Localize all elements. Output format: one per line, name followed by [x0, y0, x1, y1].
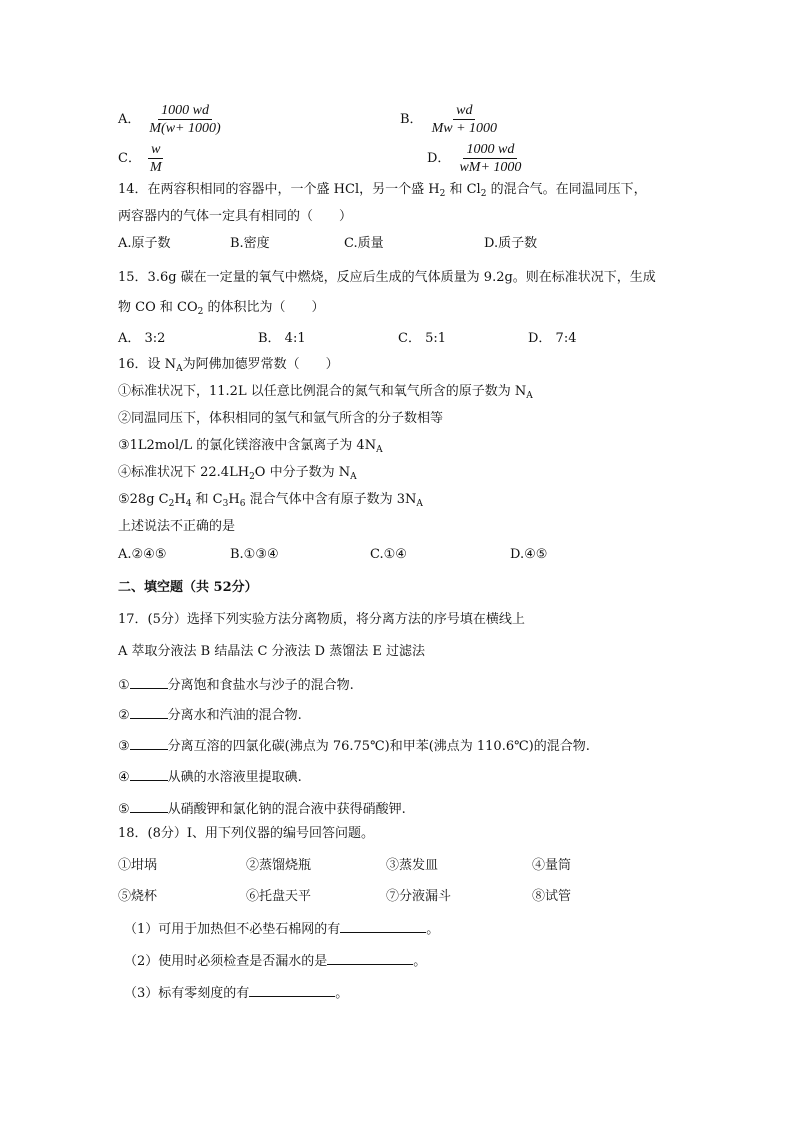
q15-option-d: D． 7:4: [528, 331, 577, 346]
q13-option-d-denominator: wM+ 1000: [459, 160, 522, 175]
q17-item-4-blank[interactable]: [130, 768, 168, 781]
q18-instrument-4: ④量筒: [532, 858, 572, 873]
q15-option-b: B． 4:1: [258, 331, 306, 346]
q18-sq3-end: 。: [335, 986, 349, 1001]
q13-option-d-label: D．: [427, 151, 451, 166]
q18-sq2-end: 。: [413, 954, 427, 969]
q18-instrument-6: ⑥托盘天平: [246, 889, 312, 904]
q16-s1-text: ①标准状况下，11.2L 以任意比例混合的氮气和氧气所含的原子数为 N: [118, 384, 527, 399]
q16-s5-text-3: 和 C: [191, 492, 223, 507]
q16-statement-3: [118, 438, 383, 454]
q17-item-4: [118, 768, 302, 786]
q16-s5-text-1: ⑤28g C: [118, 492, 169, 507]
q16-s4-sub-1: 2: [249, 472, 255, 482]
q16-statement-4: [118, 465, 357, 481]
q18-instrument-7: ⑦分液漏斗: [386, 889, 452, 904]
q15-stem-line2: [118, 300, 324, 316]
q13-option-d-numerator: 1000 wd: [463, 141, 517, 159]
q13-option-c-label: C．: [118, 151, 141, 166]
q14-option-b: B.密度: [230, 236, 270, 251]
q17-item-1-blank[interactable]: [130, 676, 168, 689]
q13-option-a-label: A．: [118, 112, 141, 127]
q16-option-a: A.②④⑤: [118, 547, 167, 562]
q18-instrument-2: ②蒸馏烧瓶: [246, 858, 312, 873]
section-2-title: 二、填空题（共 52分）: [118, 580, 258, 595]
q16-s1-sub: A: [526, 391, 533, 401]
q17-item-1-num: ①: [118, 678, 130, 693]
q16-s4-sub-2: A: [350, 472, 357, 482]
q18-sq1-blank[interactable]: [340, 920, 426, 933]
q18-sq3-text: （3）标有零刻度的有: [124, 986, 250, 1001]
q17-item-4-text: 从碘的水溶液里提取碘.: [167, 770, 302, 785]
q17-item-3-text: 分离互溶的四氯化碳(沸点为 76.75℃)和甲苯(沸点为 110.6℃)的混合物.: [167, 739, 590, 754]
q17-item-3-num: ③: [118, 739, 130, 754]
q17-stem: 17．(5分）选择下列实验方法分离物质，将分离方法的序号填在横线上: [118, 612, 525, 627]
q14-option-a: A.原子数: [118, 236, 171, 251]
q17-item-4-num: ④: [118, 770, 130, 785]
q16-option-d: D.④⑤: [510, 547, 548, 562]
q13-option-b-label: B．: [400, 112, 423, 127]
q18-instrument-row-2: [118, 889, 678, 907]
q15-text-1: 物 CO 和 CO: [118, 300, 198, 315]
q17-item-1-text: 分离饱和食盐水与沙子的混合物.: [167, 678, 354, 693]
q14-options: [118, 236, 678, 254]
q17-item-5-text: 从硝酸钾和氯化钠的混合液中获得硝酸钾.: [167, 802, 406, 817]
q16-s5-text-2: H: [174, 492, 186, 507]
q17-item-3-blank[interactable]: [130, 737, 168, 750]
q14-option-d: D.质子数: [484, 236, 538, 251]
q17-item-1: [118, 676, 354, 694]
q18-instrument-3: ③蒸发皿: [386, 858, 439, 873]
q15-option-a: A． 3:2: [118, 331, 166, 346]
q16-s5-text-5: 混合气体中含有原子数为 3N: [245, 492, 417, 507]
q15-sub: 2: [197, 307, 204, 317]
q18-instrument-row-1: [118, 858, 678, 876]
q13-option-c: [118, 141, 165, 176]
q18-instrument-5: ⑤烧杯: [118, 889, 158, 904]
q17-item-2-blank[interactable]: [130, 706, 168, 719]
q15-stem-line1: 15．3.6g 碳在一定量的氧气中燃烧，反应后生成的气体质量为 9.2g。则在标准状况下，生成: [118, 270, 656, 285]
q16-statement-2: ②同温同压下，体积相同的氢气和氩气所含的分子数相等: [118, 411, 444, 426]
q15-option-c: C． 5:1: [398, 331, 447, 346]
q16-options: [118, 547, 678, 565]
q16-s5-sub-2: 4: [185, 499, 192, 509]
q15-text-2: 的体积比为（ ）: [203, 300, 325, 315]
q13-option-c-numerator: w: [148, 141, 163, 159]
q14-stem-line1: [118, 182, 647, 198]
q17-item-5-num: ⑤: [118, 802, 130, 817]
q18-sub-question-3: [124, 984, 348, 1002]
q16-stem: [118, 357, 339, 373]
q17-item-5-blank[interactable]: [130, 800, 168, 813]
q14-sub-2: 2: [480, 189, 487, 199]
q16-s5-text-4: H: [228, 492, 240, 507]
q18-sub-question-2: [124, 952, 426, 970]
q16-s4-text-1: ④标准状况下 22.4LH: [118, 465, 250, 480]
q16-statement-5: [118, 492, 423, 508]
q16-stem-text-2: 为阿佛加德罗常数（ ）: [182, 357, 339, 372]
q14-stem-line2: 两容器内的气体一定具有相同的（ ）: [118, 209, 353, 224]
q16-s5-sub-4: 6: [239, 499, 246, 509]
q14-text-2: 和 Cl: [445, 182, 481, 197]
q14-text-1: 14．在两容积相同的容器中，一个盛 HCl，另一个盛 H: [118, 182, 440, 197]
q16-statement-1: [118, 384, 533, 400]
q13-option-b: [400, 102, 500, 137]
q18-instrument-1: ①坩埚: [118, 858, 158, 873]
q13-option-a-denominator: M(w+ 1000): [149, 121, 221, 136]
q16-option-c: C.①④: [370, 547, 407, 562]
q18-sq2-text: （2）使用时必须检查是否漏水的是: [124, 954, 328, 969]
q13-option-a: [118, 102, 224, 137]
q16-s3-sub: A: [376, 445, 383, 455]
q15-options: [118, 331, 678, 349]
q16-question: 上述说法不正确的是: [118, 519, 236, 534]
q13-option-a-fraction: [146, 102, 223, 137]
q18-stem: 18．(8分）I、用下列仪器的编号回答问题。: [118, 826, 375, 841]
q13-option-c-denominator: M: [149, 160, 162, 175]
q18-sq1-end: 。: [426, 922, 440, 937]
q16-s4-text-2: O 中分子数为 N: [254, 465, 351, 480]
q14-sub-1: 2: [439, 189, 446, 199]
q16-s5-sub-5: A: [416, 499, 423, 509]
q16-s3-text: ③1L2mol/L 的氯化镁溶液中含氯离子为 4N: [118, 438, 377, 453]
q17-item-3: [118, 737, 590, 755]
q18-sub-question-1: [124, 920, 439, 938]
q14-text-3: 的混合气。在同温同压下，: [486, 182, 647, 197]
q13-option-d-fraction: [456, 141, 524, 176]
q13-option-c-fraction: [147, 141, 165, 176]
q18-instrument-8: ⑧试管: [532, 889, 572, 904]
q16-s5-sub-1: 2: [168, 499, 175, 509]
q17-methods: A 萃取分液法 B 结晶法 C 分液法 D 蒸馏法 E 过滤法: [118, 644, 425, 659]
q18-sq1-text: （1）可用于加热但不必垫石棉网的有: [124, 922, 341, 937]
q16-s5-sub-3: 3: [222, 499, 229, 509]
q16-stem-text-1: 16．设 N: [118, 357, 177, 372]
q18-sq3-blank[interactable]: [249, 984, 335, 997]
q17-item-2: [118, 706, 302, 724]
q16-option-b: B.①③④: [230, 547, 279, 562]
q13-option-a-numerator: 1000 wd: [158, 102, 212, 120]
q13-option-b-denominator: Mw + 1000: [431, 121, 498, 136]
q13-option-b-fraction: [429, 102, 500, 137]
q17-item-5: [118, 800, 406, 818]
q17-item-2-text: 分离水和汽油的混合物.: [167, 708, 302, 723]
q14-option-c: C.质量: [344, 236, 384, 251]
q17-item-2-num: ②: [118, 708, 130, 723]
q18-sq2-blank[interactable]: [327, 952, 413, 965]
q16-stem-sub: A: [176, 364, 183, 374]
q13-option-b-numerator: wd: [453, 102, 475, 120]
q13-option-d: [427, 141, 524, 176]
